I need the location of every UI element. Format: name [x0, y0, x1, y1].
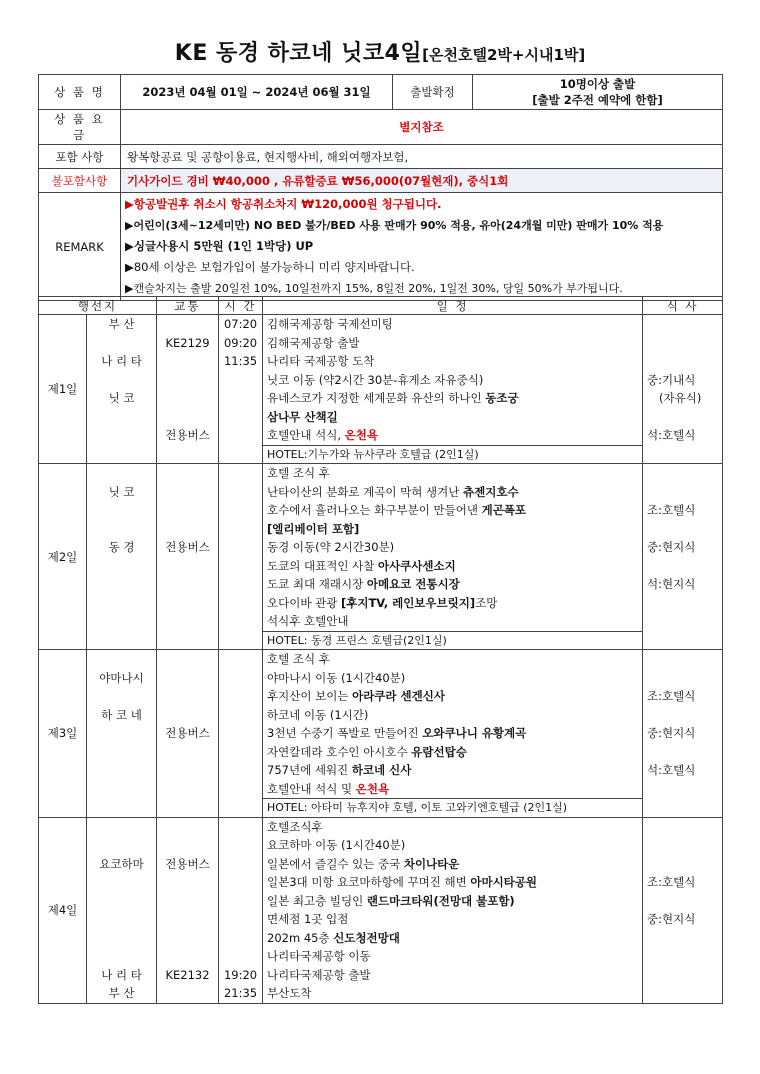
- meal-cell-line: [647, 352, 718, 371]
- meal-cell: [643, 315, 723, 464]
- time-cell-line: [223, 389, 258, 408]
- activity-line: 후지산이 보이는 아라쿠라 센겐신사: [267, 689, 445, 703]
- transport-cell-line: [161, 669, 214, 688]
- place-cell-line: [91, 687, 152, 706]
- page-title: [0, 36, 760, 67]
- hotel-line: HOTEL:기누가와 뉴사쿠라 호텔급 (2인1실): [263, 445, 642, 464]
- meal-cell-line: [647, 818, 718, 837]
- time-cell-line: [223, 426, 258, 445]
- place-cell-line: [91, 650, 152, 669]
- time-cell-line: [223, 892, 258, 911]
- meal-cell-line: 석:현지식: [647, 577, 696, 591]
- activity-cell: [263, 650, 643, 818]
- place-cell-line: 나 리 타: [101, 967, 142, 982]
- transport-cell-line: [161, 929, 214, 948]
- transport-cell-line: [161, 408, 214, 427]
- remark-item: ▶싱글사용시 5만원 (1인 1박당) UP: [125, 239, 314, 253]
- transport-cell-line: [161, 575, 214, 594]
- meal-cell-line: 중:현지식: [647, 726, 696, 740]
- activity-line: [엘리베이터 포함]: [267, 521, 360, 536]
- activity-cell: [263, 315, 643, 464]
- confirm-line1: 10명이상 출발: [559, 77, 636, 91]
- activity-cell: [263, 817, 643, 1003]
- place-cell-line: [91, 426, 152, 445]
- excluded-label: 불포함사항: [39, 169, 121, 193]
- meal-cell-line: [647, 464, 718, 483]
- place-cell-line: [91, 836, 152, 855]
- meal-cell-line: [647, 892, 718, 911]
- place-cell-line: 동 경: [108, 540, 135, 554]
- schedule-table: [38, 296, 723, 1004]
- activity-line: 나리타 국제공항 도착: [267, 354, 375, 368]
- product-label: 상 품 명: [39, 75, 121, 110]
- transport-cell-line: [161, 557, 214, 576]
- meal-cell-line: [647, 855, 718, 874]
- transport-cell-line: [161, 315, 214, 334]
- activity-line: 부산도착: [267, 986, 312, 1000]
- place-cell: [87, 464, 157, 650]
- meal-cell-line: [647, 798, 718, 817]
- activity-line: 면세점 1곳 입점: [267, 912, 349, 926]
- meal-cell-line: [647, 947, 718, 966]
- included-label: 포함 사항: [39, 145, 121, 169]
- place-cell-line: [91, 575, 152, 594]
- day-label: 제1일: [39, 315, 87, 464]
- time-cell-line: 09:20: [223, 335, 258, 350]
- transport-cell-line: KE2129: [165, 335, 210, 350]
- time-cell-line: [223, 947, 258, 966]
- time-cell-line: [223, 929, 258, 948]
- meal-cell: [643, 464, 723, 650]
- hotel-line: HOTEL: 아타미 뉴후지야 호텔, 이토 고와키엔호텔급 (2인1실): [263, 798, 642, 817]
- transport-cell-line: [161, 483, 214, 502]
- meal-cell-line: [647, 706, 718, 725]
- transport-cell-line: [161, 594, 214, 613]
- transport-cell-line: [161, 743, 214, 762]
- activity-line: 호텔안내 석식, 온천욕: [267, 428, 378, 442]
- time-cell-line: 21:35: [223, 986, 258, 1000]
- activity-line: 나리타국제공항 이동: [267, 949, 371, 963]
- day-row: [39, 650, 723, 818]
- transport-cell-line: [161, 761, 214, 780]
- place-cell-line: [91, 594, 152, 613]
- transport-cell-line: [161, 650, 214, 669]
- time-cell-line: [223, 818, 258, 837]
- activity-line: 일본 최고층 빌딩인 랜드마크타워(전망대 불포함): [267, 893, 515, 908]
- transport-cell-line: KE2132: [165, 967, 210, 982]
- time-cell-line: 07:20: [223, 317, 258, 331]
- time-cell: [219, 315, 263, 464]
- time-cell-line: [223, 445, 258, 464]
- meal-cell-line: 중:기내식: [647, 372, 696, 387]
- meal-cell-line: [647, 743, 718, 762]
- header-time: 시 간: [219, 297, 263, 315]
- place-cell-line: [91, 780, 152, 799]
- transport-cell-line: [161, 389, 214, 408]
- meal-cell-line: [647, 984, 718, 1003]
- place-cell-line: [91, 464, 152, 483]
- remark-list: [121, 193, 723, 301]
- activity-line: 호텔 조식 후: [267, 652, 330, 666]
- transport-cell-line: [161, 352, 214, 371]
- transport-cell-line: [161, 464, 214, 483]
- title-main: KE 동경 하코네 닛코4일: [174, 41, 423, 66]
- place-cell-line: 닛 코: [108, 484, 135, 499]
- product-period: 2023년 04월 01일 ~ 2024년 06월 31일: [121, 75, 393, 110]
- place-cell-line: [91, 743, 152, 762]
- day-row: [39, 464, 723, 650]
- meal-cell-line: 석:호텔식: [647, 763, 696, 777]
- meal-cell-line: [647, 650, 718, 669]
- transport-cell-line: [161, 818, 214, 837]
- meal-cell-line: [647, 408, 718, 427]
- remark-item: ▶80세 이상은 보험가입이 불가능하니 미리 양지바랍니다.: [125, 260, 415, 274]
- time-cell-line: [223, 910, 258, 929]
- day-label: 제2일: [39, 464, 87, 650]
- place-cell-line: [91, 724, 152, 743]
- transport-cell-line: [161, 371, 214, 390]
- header-itinerary: 일 정: [263, 297, 643, 315]
- transport-cell-line: [161, 706, 214, 725]
- place-cell-line: [91, 818, 152, 837]
- day-label: 제3일: [39, 650, 87, 818]
- transport-cell-line: [161, 836, 214, 855]
- price-value: 별지참조: [121, 110, 723, 145]
- place-cell-line: 부 산: [108, 317, 135, 331]
- transport-cell: [157, 464, 219, 650]
- meal-cell-line: [647, 669, 718, 688]
- place-cell-line: [91, 892, 152, 911]
- meal-cell-line: 석:호텔식: [647, 428, 696, 442]
- time-cell-line: 19:20: [223, 967, 258, 982]
- activity-line: 석식후 호텔안내: [267, 614, 349, 628]
- time-cell: [219, 464, 263, 650]
- transport-cell-line: 전용버스: [165, 540, 210, 554]
- transport-cell: [157, 650, 219, 818]
- activity-line: 일본에서 즐길수 있는 중국 차이나타운: [267, 856, 460, 871]
- activity-line: 닛코 이동 (약2시간 30분-휴게소 자유중식): [267, 372, 484, 387]
- meal-cell-line: [647, 594, 718, 613]
- activity-line: 도쿄 최대 재래시장 아메요코 전통시장: [267, 577, 460, 591]
- transport-cell-line: [161, 947, 214, 966]
- transport-cell-line: [161, 892, 214, 911]
- meal-cell-line: 조:호텔식: [647, 503, 696, 517]
- transport-cell-line: 전용버스: [165, 726, 210, 740]
- excluded-value: 기사가이드 경비 ₩40,000 , 유류할증료 ₩56,000(07월현재), 중식1회: [121, 169, 723, 193]
- transport-cell-line: [161, 873, 214, 892]
- activity-line: 김해국제공항 국제선미팅: [267, 317, 393, 331]
- meal-cell-line: [647, 780, 718, 799]
- product-info-table: [38, 74, 723, 301]
- place-cell-line: 나 리 타: [101, 354, 142, 368]
- place-cell-line: [91, 501, 152, 520]
- transport-cell: [157, 817, 219, 1003]
- header-transport: 교통: [157, 297, 219, 315]
- place-cell-line: 하 코 네: [101, 707, 142, 722]
- meal-cell-line: [647, 966, 718, 985]
- time-cell-line: [223, 836, 258, 855]
- activity-line: 동경 이동(약 2시간30분): [267, 540, 395, 554]
- meal-cell-line: [647, 334, 718, 353]
- activity-line: 호수에서 흘러나오는 화구부분이 만들어낸 게곤폭포: [267, 503, 527, 517]
- activity-line: 난타이산의 분화로 계곡이 막혀 생겨난 츄젠지호수: [267, 484, 519, 499]
- transport-cell-line: [161, 445, 214, 464]
- transport-cell-line: [161, 520, 214, 539]
- remark-label: REMARK: [39, 193, 121, 301]
- time-cell-line: [223, 408, 258, 427]
- transport-cell-line: [161, 687, 214, 706]
- transport-cell-line: 전용버스: [165, 428, 210, 442]
- confirm-label: 출발확정: [393, 75, 473, 110]
- meal-cell-line: [647, 612, 718, 631]
- transport-cell-line: [161, 984, 214, 1003]
- activity-line: 하코네 이동 (1시간): [267, 707, 369, 722]
- activity-line: 유네스코가 지정한 세계문화 유산의 하나인 동조궁: [267, 391, 519, 405]
- activity-cell: [263, 464, 643, 650]
- meal-cell-line: (자유식): [659, 391, 702, 405]
- meal-cell-line: 조:호텔식: [647, 875, 696, 889]
- day-row: [39, 817, 723, 1003]
- time-cell-line: [223, 873, 258, 892]
- transport-cell-line: [161, 780, 214, 799]
- header-meal: 식 사: [643, 297, 723, 315]
- place-cell-line: [91, 612, 152, 631]
- activity-line: 202m 45층 신도청전망대: [267, 930, 400, 945]
- activity-line: 나리타국제공항 출발: [267, 967, 371, 982]
- time-cell-line: [223, 371, 258, 390]
- meal-cell-line: [647, 929, 718, 948]
- place-cell-line: [91, 408, 152, 427]
- activity-line: 도쿄의 대표적인 사찰 아사쿠사센소지: [267, 558, 456, 573]
- place-cell-line: 닛 코: [108, 391, 135, 405]
- activity-line: 호텔조식후: [267, 819, 323, 834]
- place-cell: [87, 817, 157, 1003]
- activity-line: 야마나시 이동 (1시간40분): [267, 670, 406, 685]
- included-value: 왕복항공료 및 공항이용료, 현지행사비, 해외여행자보험,: [121, 145, 723, 169]
- place-cell-line: [91, 873, 152, 892]
- place-cell-line: 부 산: [108, 986, 135, 1000]
- meal-cell-line: 조:호텔식: [647, 689, 696, 703]
- activity-line: 3천년 수중기 폭발로 만들어진 오와쿠나니 유황계곡: [267, 726, 527, 740]
- confirm-line2: [출발 2주전 예약에 한함]: [532, 93, 663, 107]
- transport-cell-line: [161, 612, 214, 631]
- time-cell: [219, 817, 263, 1003]
- activity-line: 요코하마 이동 (1시간40분): [267, 838, 406, 852]
- meal-cell-line: [647, 836, 718, 855]
- place-cell-line: [91, 334, 152, 353]
- hotel-line: HOTEL: 동경 프린스 호텔급(2인1실): [263, 631, 642, 650]
- activity-line: 호텔 조식 후: [267, 466, 330, 480]
- place-cell-line: 야마나시: [99, 670, 144, 685]
- place-cell-line: [91, 910, 152, 929]
- meal-cell: [643, 650, 723, 818]
- place-cell-line: [91, 520, 152, 539]
- activity-line: 김해국제공항 출발: [267, 335, 360, 350]
- time-cell-line: [223, 855, 258, 874]
- transport-cell-line: 전용버스: [165, 856, 210, 871]
- day-label: 제4일: [39, 817, 87, 1003]
- place-cell-line: [91, 947, 152, 966]
- meal-cell-line: [647, 483, 718, 502]
- meal-cell: [643, 817, 723, 1003]
- time-cell-line: 11:35: [223, 354, 258, 368]
- header-place: 행선지: [39, 297, 157, 315]
- activity-line: 757년에 세워진 하코네 신사: [267, 763, 412, 777]
- place-cell-line: [91, 371, 152, 390]
- remark-item: ▶캔슬차지는 출발 20일전 10%, 10일전까지 15%, 8일전 20%, 1일전 30%, 당일 50%가 부가됩니다.: [125, 282, 623, 295]
- price-label: 상 품 요 금: [39, 110, 121, 145]
- transport-cell-line: [161, 910, 214, 929]
- title-sub: [온천호텔2박+시내1박]: [422, 46, 586, 64]
- activity-line: 오다이바 관광 [후지TV, 레인보우브릿지]조망: [267, 595, 498, 610]
- place-cell: [87, 315, 157, 464]
- place-cell-line: [91, 445, 152, 464]
- transport-cell: [157, 315, 219, 464]
- place-cell-line: [91, 929, 152, 948]
- place-cell-line: 요코하마: [99, 856, 144, 871]
- meal-cell-line: 중:현지식: [647, 912, 696, 926]
- activity-line: 자연칼데라 호수인 아시호수 유람선탑승: [267, 744, 467, 759]
- day-row: [39, 315, 723, 464]
- activity-line: 호텔안내 석식 및 온천욕: [267, 781, 390, 796]
- meal-cell-line: 중:현지식: [647, 540, 696, 554]
- remark-item: ▶어린이(3세~12세미만) NO BED 불가/BED 사용 판매가 90% 적용, 유아(24개월 미만) 판매가 10% 적용: [125, 219, 664, 232]
- remark-item: ▶항공발권후 취소시 항공취소차지 ₩120,000원 청구됩니다.: [125, 197, 442, 211]
- place-cell-line: [91, 557, 152, 576]
- time-cell: [219, 650, 263, 818]
- place-cell-line: [91, 761, 152, 780]
- activity-line: 일본3대 미항 요코마하항에 꾸며진 해변 아마시타공원: [267, 875, 538, 889]
- transport-cell-line: [161, 501, 214, 520]
- meal-cell-line: [647, 315, 718, 334]
- meal-cell-line: [647, 557, 718, 576]
- meal-cell-line: [647, 445, 718, 464]
- confirm-value: [473, 75, 723, 110]
- place-cell: [87, 650, 157, 818]
- activity-line: 삼나무 산책길: [267, 409, 338, 424]
- meal-cell-line: [647, 520, 718, 539]
